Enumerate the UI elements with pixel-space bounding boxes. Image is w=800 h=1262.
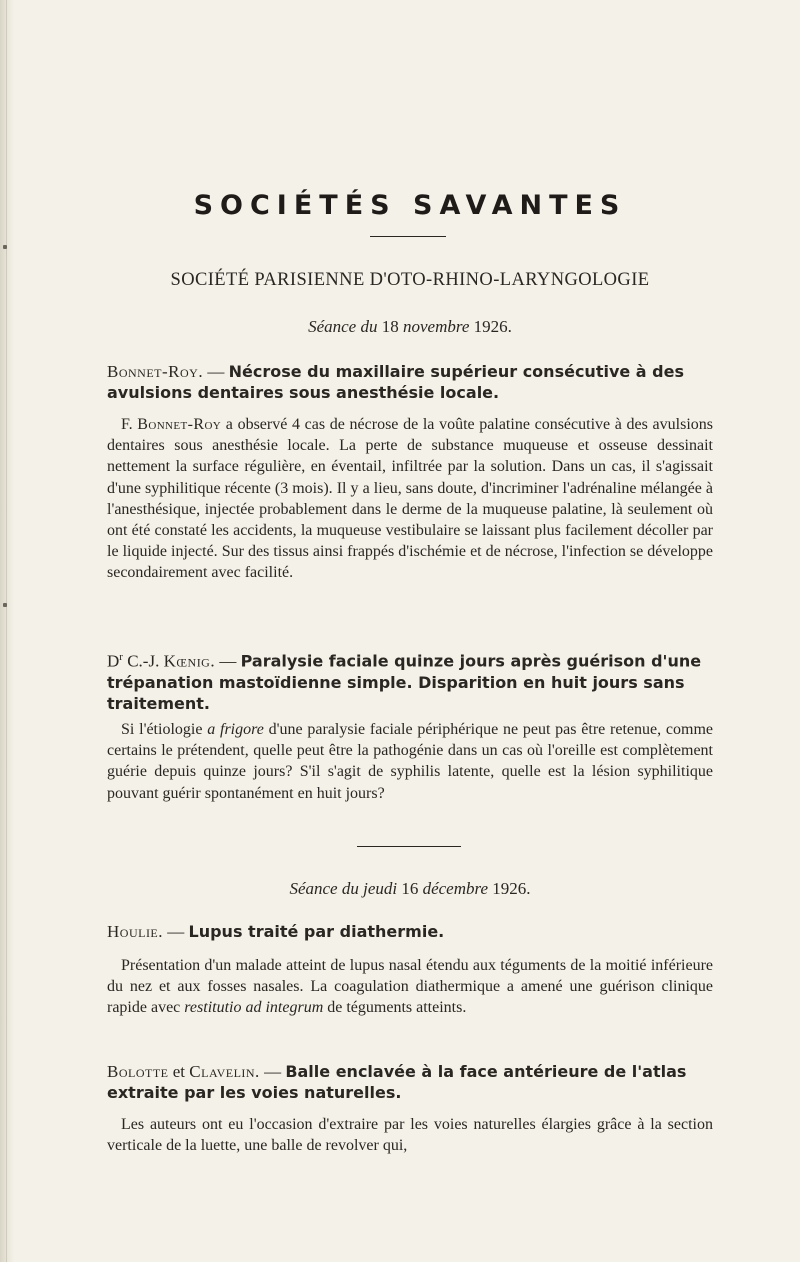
body-italic: a frigore [207,721,264,738]
body-text: Présentation d'un malade atteint de lupus nasal étendu aux téguments de la moitié inférieure du nez et aux fosses nasales. La coagulation diathermique a amené une guérison clinique rapide avec [107,957,713,1017]
session-day: 16 [401,879,419,898]
author-initial: F. [121,416,138,433]
body-italic: restitutio ad integrum [184,999,324,1017]
page-binding-line [6,0,7,1262]
society-name: SOCIÉTÉ PARISIENNE D'OTO-RHINO-LARYNGOLOGIE [170,270,650,290]
title-prefix: D [107,651,120,671]
article-title: Nécrose du maxillaire supérieur consécutive à des avulsions dentaires sous anesthésie locale. [107,362,684,402]
heading-dash: — [259,1062,286,1081]
article-author: Houlie. [107,922,164,941]
article-body-4: Les auteurs ont eu l'occasion d'extraire par les voies naturelles élargies grâce à la section verticale de la luette, une balle de revolver qui, [107,1116,713,1155]
article-heading-2 [107,647,713,714]
author-conjunction: et [168,1062,190,1081]
heading-dash: — [203,362,229,381]
session-month: décembre [422,879,489,898]
page-title: SOCIÉTÉS SAVANTES [193,190,627,221]
heading-dash: — [215,651,241,671]
article-heading-1 [107,361,713,403]
heading-dash: — [163,922,189,941]
article-author-2: Clavelin. [189,1062,260,1081]
session-date-2 [107,879,713,899]
margin-mark [3,245,7,249]
body-text: de téguments atteints. [323,999,467,1017]
section-divider [357,846,461,847]
article-author: Bonnet-Roy. [107,362,204,381]
page-binding-edge [0,0,14,1262]
session-year: 1926. [473,317,512,336]
session-year: 1926. [492,879,531,898]
margin-mark [3,603,7,607]
article-title: Paralysie faciale quinze jours après guérison d'une trépanation mastoïdienne simple. Disparition en huit jours sans traitement. [107,651,702,713]
session-label: Séance du jeudi [289,879,398,898]
title-sup: r [119,651,123,663]
title-divider [370,236,446,237]
author-initials: C.-J. [122,651,164,671]
article-body-2 [107,719,713,804]
session-label: Séance du [308,317,378,336]
body-text: a observé 4 cas de nécrose de la voûte palatine consécutive à des avulsions dentaires sous anesthésie locale. La perte de substance muqueuse et osseuse dessinait nettement la surface régulière, en éventail, infiltrée par la solution. Dans un cas, il s'agissait d'une syphilitique récente (3 mois). Il y a lieu, sans doute, d'incriminer l'adrénaline mélangée à l'anesthésique, injectée probablement dans le derme de la muqueuse palatine, là seulement où ont été constaté les accidents, la muqueuse vestibulaire se laissant plus facilement décoller par le liquide injecté. Sur des tissus ainsi frappés d'ischémie et de nécrose, l'infection se développe secondairement avec facilité. [107,416,714,582]
article-author-1: Bolotte [107,1062,169,1081]
session-date-1 [107,317,713,337]
article-title: Balle enclavée à la face antérieure de l'atlas extraite par les voies naturelles. [107,1062,687,1102]
session-month: novembre [402,317,470,336]
body-author: Bonnet-Roy [137,416,222,433]
article-author: Kœnig. [163,651,216,671]
body-text: Si l'étiologie [121,721,208,738]
article-heading-3 [107,921,713,942]
body-text: d'une paralysie faciale périphérique ne peut pas être retenue, comme certains le prétendent, quelle peut être la pathogénie dans un cas où l'oreille est complètement guérie depuis quinze jours? S'il s'agit de syphilis latente, quelle est la lésion syphilitique pouvant guérir spontanément en huit jours? [107,721,713,802]
article-body-1 [107,414,713,584]
article-body-3 [107,955,713,1019]
article-heading-4 [107,1061,713,1103]
session-day: 18 [381,317,399,336]
article-title: Lupus traité par diathermie. [188,922,445,941]
